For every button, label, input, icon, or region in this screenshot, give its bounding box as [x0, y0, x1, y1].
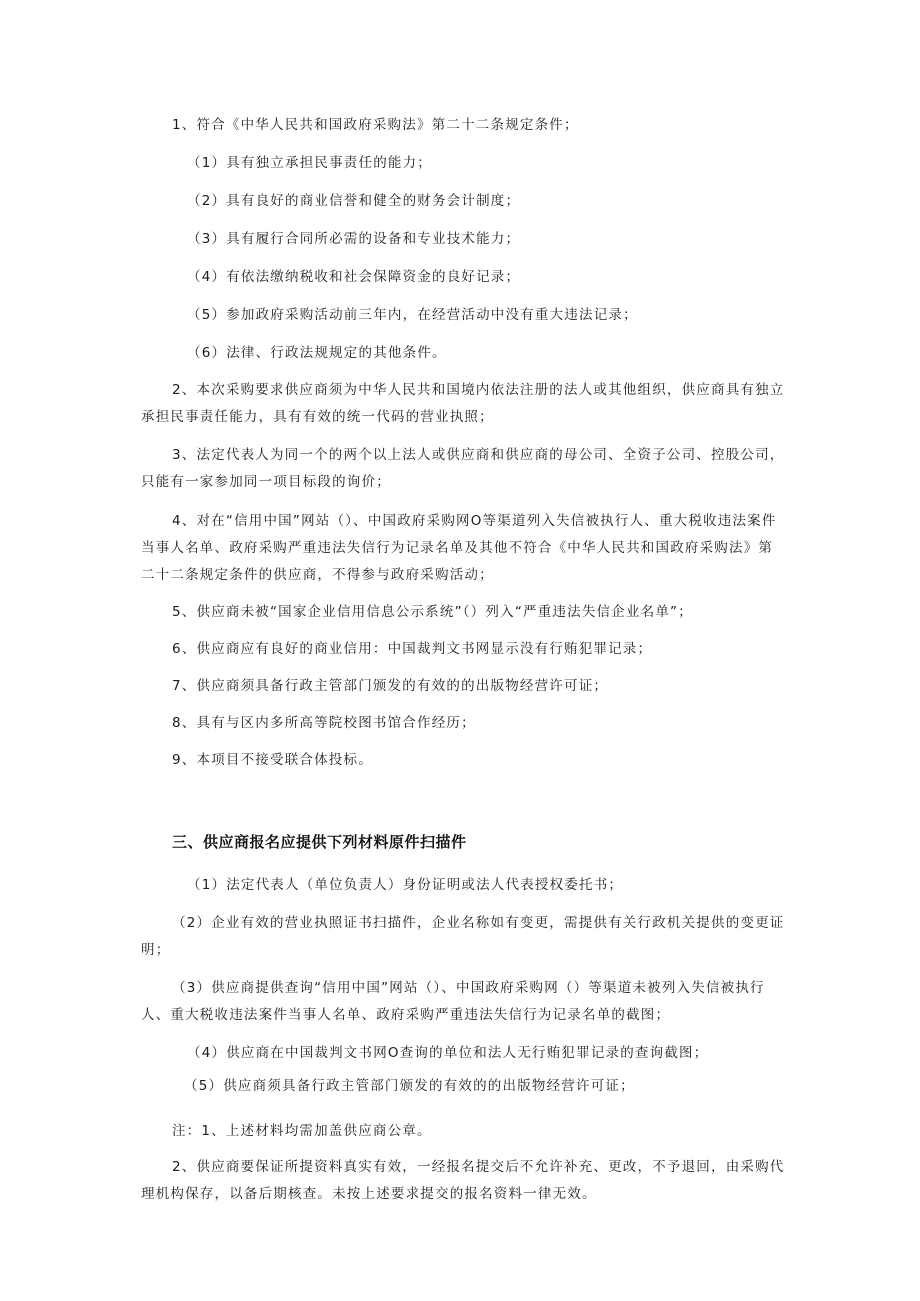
note-1: 注：1、上述材料均需加盖供应商公章。 — [172, 1123, 432, 1139]
requirement-item-1-sub-1: （1）具有独立承担民事责任的能力； — [187, 155, 432, 171]
requirement-item-7: 7、供应商须具备行政主管部门颁发的有效的的出版物经营许可证； — [172, 678, 609, 694]
requirement-item-1-sub-5: （5）参加政府采购活动前三年内，在经营活动中没有重大违法记录； — [187, 307, 638, 323]
requirement-item-1-sub-4: （4）有依法缴纳税收和社会保障资金的良好记录； — [187, 269, 521, 285]
requirement-item-1-sub-2: （2）具有良好的商业信誉和健全的财务会计制度； — [187, 193, 521, 209]
requirement-item-9: 9、本项目不接受联合体投标。 — [172, 752, 373, 768]
requirement-item-1-sub-6: （6）法律、行政法规规定的其他条件。 — [187, 345, 447, 361]
material-item-2: （2）企业有效的营业执照证书扫描件，企业名称如有变更，需提供有关行政机关提供的变更证明； — [141, 915, 785, 958]
section-3-heading: 三、供应商报名应提供下列材料原件扫描件 — [172, 834, 467, 851]
requirement-item-1-sub-3: （3）具有履行合同所必需的设备和专业技术能力； — [187, 231, 521, 247]
requirement-item-1: 1、符合《中华人民共和国政府采购法》第二十二条规定条件； — [172, 117, 579, 133]
note-2: 2、供应商要保证所提资料真实有效，一经报名提交后不允许补充、更改，不予退回，由采购代理机构保存，以备后期核查。未按上述要求提交的报名资料一律无效。 — [141, 1159, 785, 1202]
material-item-3: （3）供应商提供查询“信用中国”网站（）、中国政府采购网（）等渠道未被列入失信被执行人、重大税收违法案件当事人名单、政府采购严重违法失信行为记录名单的截图； — [141, 980, 765, 1023]
material-item-5: （5）供应商须具备行政主管部门颁发的有效的的出版物经营许可证； — [184, 1078, 635, 1094]
requirement-item-5: 5、供应商未被“国家企业信用信息公示系统”（）列入“严重违法失信企业名单”； — [172, 604, 693, 620]
requirement-item-3: 3、法定代表人为同一个的两个以上法人或供应商和供应商的母公司、全资子公司、控股公司，只能有一家参加同一项目标段的询价； — [141, 447, 785, 490]
requirement-item-6: 6、供应商应有良好的商业信用：中国裁判文书网显示没有行贿犯罪记录； — [172, 641, 653, 657]
requirement-item-2: 2、本次采购要求供应商须为中华人民共和国境内依法注册的法人或其他组织，供应商具有独立承担民事责任能力，具有有效的统一代码的营业执照； — [141, 382, 785, 425]
material-item-1: （1）法定代表人（单位负责人）身份证明或法人代表授权委托书； — [187, 877, 624, 893]
requirement-item-8: 8、具有与区内多所高等院校图书馆合作经历； — [172, 715, 476, 731]
material-item-4: （4）供应商在中国裁判文书网O查询的单位和法人无行贿犯罪记录的查询截图； — [187, 1045, 709, 1061]
requirement-item-4: 4、对在“信用中国”网站（）、中国政府采购网O等渠道列入失信被执行人、重大税收违法案件当事人名单、政府采购严重违法失信行为记录名单及其他不符合《中华人民共和国政府采购法》第二十二条规定条件的供应商，不得参与政府采购活动； — [141, 513, 777, 583]
